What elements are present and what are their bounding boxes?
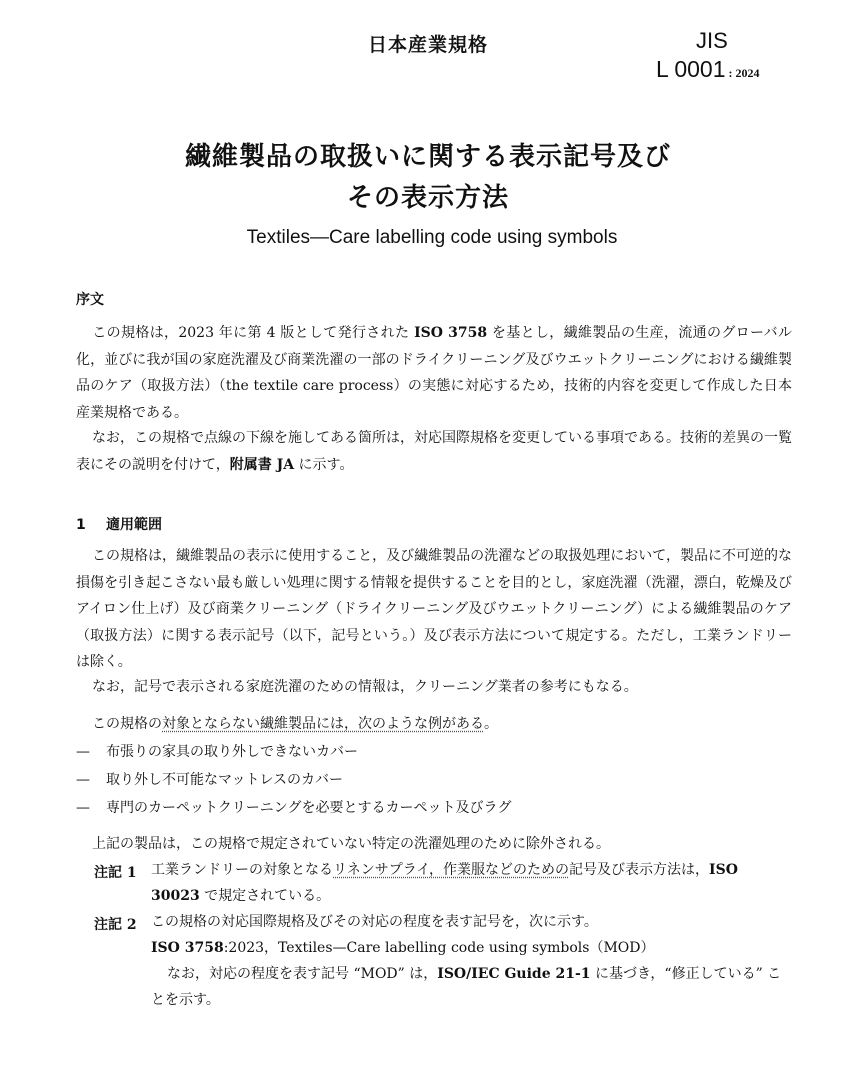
intro-p2-text2: に示す。: [294, 456, 354, 473]
intro-p1-text1: この規格は，2023 年に第 4 版として発行された: [92, 325, 415, 341]
note-2-explanation: [151, 961, 791, 1013]
annex-ja-ref: 附属書 JA: [229, 456, 295, 473]
note-1-text2: 記号及び表示方法は，: [569, 862, 710, 878]
exclusion-text: 専門のカーペットクリーニングを必要とするカーペット及びラグ: [106, 800, 512, 816]
section-1-heading: [76, 514, 162, 534]
standard-prefix: JIS: [696, 28, 728, 53]
exclusion-list-item: [76, 741, 358, 761]
modified-text-underline: 対象とならない繊維製品には，次のような例がある: [162, 716, 484, 732]
scope-p3-text1: この規格の: [92, 716, 162, 732]
scope-p2-text: なお，記号で表示される家庭洗濯のための情報は，クリーニング業者の参考にもなる。: [92, 679, 638, 695]
exclusion-list-item: [76, 769, 343, 789]
introduction-heading: 序文: [76, 292, 104, 308]
standard-year-sep: :: [725, 66, 736, 80]
iso-3758-2023-ref: ISO 3758: [151, 940, 224, 956]
note-1-text3: で規定されている。: [199, 888, 331, 904]
dash-bullet-icon: —: [76, 744, 90, 760]
note-1-body: [151, 857, 791, 909]
scope-p4-text: 上記の製品は，この規格で規定されていない特定の洗濯処理のために除外される。: [92, 836, 610, 852]
iso-iec-guide-ref: ISO/IEC Guide 21-1: [437, 966, 591, 982]
exclusion-text: 取り外し不可能なマットレスのカバー: [106, 772, 344, 788]
note-2-expl-text1: なお，対応の程度を表す記号 “MOD” は，: [167, 966, 438, 982]
exclusion-list-item: [76, 797, 511, 817]
intro-p1-text2: を基とし，繊維製品の生産，流通のグローバル化，並びに我が国の家庭洗濯及び商業洗濯の一部のドライクリーニング及びウエットクリーニングにおける繊維製品のケア（取扱方法）（the textile care process）の実態に対応するため，技術的内容を変更して作成した日本産業規格である。: [76, 325, 792, 421]
note-2-line1: この規格の対応国際規格及びその対応の程度を表す記号を，次に示す。: [151, 914, 598, 930]
note-2-expl-text2: に基づき，“修正している” ことを示す。: [151, 966, 782, 1008]
exclusion-text: 布張りの家具の取り外しできないカバー: [106, 744, 358, 760]
standard-number: [656, 56, 760, 83]
organization-label: 日本産業規格: [368, 34, 489, 56]
iso-30023-ref: ISO 30023: [151, 862, 738, 904]
intro-p2-text1: なお，この規格で点線の下線を施してある箇所は，対応国際規格を変更している事項である。技術的差異の一覧表にその説明を付けて，: [76, 430, 792, 473]
note-2-label: 注記 2: [94, 917, 137, 933]
note-2-ref-text: :2023，Textiles—Care labelling code using symbols（MOD）: [223, 940, 655, 956]
scope-paragraph-2: [76, 674, 792, 701]
title-ja-line2: その表示方法: [346, 183, 509, 213]
modified-text-underline: リネンサプライ，作業服などのための: [333, 862, 570, 878]
dash-bullet-icon: —: [76, 772, 90, 788]
scope-p3-text2: 。: [484, 716, 498, 732]
title-ja-line1: 繊維製品の取扱いに関する表示記号及び: [184, 142, 671, 172]
scope-paragraph-1: [76, 543, 792, 676]
standard-number-code: L 0001: [656, 56, 726, 82]
section-1-title: 適用範囲: [106, 517, 162, 533]
introduction-paragraph-2: [76, 425, 792, 478]
scope-paragraph-3: [76, 711, 792, 738]
introduction-paragraph-1: [76, 320, 792, 426]
standard-year: 2024: [735, 66, 760, 80]
dash-bullet-icon: —: [76, 800, 90, 816]
note-1-label: 注記 1: [94, 865, 137, 881]
title-en: Textiles—Care labelling code using symbols: [246, 227, 618, 248]
iso-3758-ref: ISO 3758: [414, 325, 488, 341]
scope-paragraph-4: [76, 831, 792, 858]
note-2-reference: [151, 935, 791, 961]
note-1-text1: 工業ランドリーの対象となる: [151, 862, 333, 878]
section-1-number: 1: [76, 517, 86, 533]
scope-p1-text: この規格は，繊維製品の表示に使用すること，及び繊維製品の洗濯などの取扱処理において，製品に不可逆的な損傷を引き起こさない最も厳しい処理に関する情報を提供することを目的とし，家庭洗濯（洗濯，漂白，乾燥及びアイロン仕上げ）及び商業クリーニング（ドライクリーニング及びウエットクリーニング）による繊維製品のケア（取扱方法）に関する表示記号（以下，記号という。）及び表示方法について規定する。ただし，工業ランドリーは除く。: [76, 548, 792, 670]
note-2-body: [151, 909, 791, 1013]
